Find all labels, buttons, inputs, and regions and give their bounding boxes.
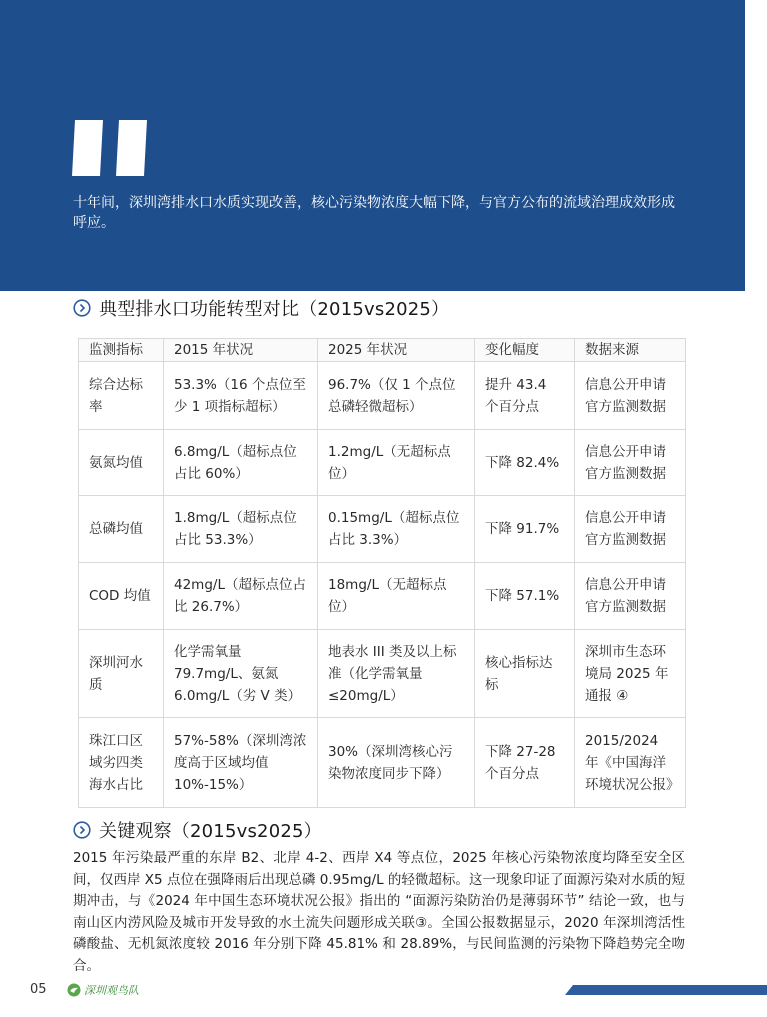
table-cell: 下降 27-28 个百分点 [475, 718, 575, 808]
observation-paragraph: 2015 年污染最严重的东岸 B2、北岸 4-2、西岸 X4 等点位，2025 年核心污染物浓度均降至安全区间，仅西岸 X5 点位在强降雨后出现总磷 0.95mg/L 的轻微超标。这一现象印证了面源污染对水质的短期冲击，与《2024 年中国生态环境状况公报》指出的 “面源污染防治仍是薄弱环节” 结论一致，也与南山区内涝风险及城市开发导致的水土流失问题形成关联③。全国公报数据显示，2020 年深圳湾活性磷酸盐、无机氮浓度较 2016 年分别下降 45.81% 和 28.89%，与民间监测的污染物下降趋势完全吻合。 [73, 850, 685, 974]
column-header: 监测指标 [79, 339, 164, 362]
table-cell: 核心指标达标 [475, 630, 575, 718]
chevron-circle-icon [73, 299, 91, 317]
section-title: 关键观察（2015vs2025） [99, 821, 322, 842]
footer-accent-bar [565, 985, 767, 995]
bird-logo-icon [67, 983, 81, 997]
chevron-circle-icon [73, 821, 91, 839]
table-cell: 信息公开申请官方监测数据 [575, 430, 686, 496]
table-cell: 下降 91.7% [475, 496, 575, 563]
table-cell: 57%-58%（深圳湾浓度高于区域均值 10%-15%） [164, 718, 318, 808]
quote-mark-icon [72, 120, 152, 176]
table-cell: COD 均值 [79, 563, 164, 630]
table-cell: 提升 43.4 个百分点 [475, 362, 575, 430]
table-cell: 0.15mg/L（超标点位占比 3.3%） [318, 496, 475, 563]
table-row [79, 496, 686, 563]
hero-banner [0, 0, 745, 291]
table-cell: 96.7%（仅 1 个点位总磷轻微超标） [318, 362, 475, 430]
table-cell: 珠江口区域劣四类海水占比 [79, 718, 164, 808]
section-heading-comparison [73, 295, 449, 321]
table-cell: 总磷均值 [79, 496, 164, 563]
table-cell: 30%（深圳湾核心污染物浓度同步下降） [318, 718, 475, 808]
table-cell: 18mg/L（无超标点位） [318, 563, 475, 630]
column-header: 变化幅度 [475, 339, 575, 362]
table-cell: 下降 82.4% [475, 430, 575, 496]
table-cell: 地表水 III 类及以上标准（化学需氧量≤20mg/L） [318, 630, 475, 718]
table-cell: 深圳市生态环境局 2025 年通报 ④ [575, 630, 686, 718]
table-cell: 信息公开申请官方监测数据 [575, 362, 686, 430]
section-title: 典型排水口功能转型对比（2015vs2025） [99, 299, 450, 320]
column-header: 数据来源 [575, 339, 686, 362]
table-row [79, 630, 686, 718]
table-cell: 信息公开申请官方监测数据 [575, 563, 686, 630]
comparison-table [78, 338, 686, 808]
table-row [79, 563, 686, 630]
table-cell: 信息公开申请官方监测数据 [575, 496, 686, 563]
table-cell: 深圳河水质 [79, 630, 164, 718]
table-header-row [79, 339, 686, 362]
page-number: 05 [30, 982, 47, 997]
table-cell: 6.8mg/L（超标点位占比 60%） [164, 430, 318, 496]
table-cell: 化学需氧量 79.7mg/L、氨氮 6.0mg/L（劣 V 类） [164, 630, 318, 718]
section-heading-observation [73, 817, 322, 843]
table-cell: 氨氮均值 [79, 430, 164, 496]
column-header: 2015 年状况 [164, 339, 318, 362]
table-row [79, 362, 686, 430]
table-cell: 2015/2024 年《中国海洋环境状况公报》 [575, 718, 686, 808]
brand-logo [67, 982, 139, 998]
table-cell: 1.2mg/L（无超标点位） [318, 430, 475, 496]
table-cell: 42mg/L（超标点位占比 26.7%） [164, 563, 318, 630]
column-header: 2025 年状况 [318, 339, 475, 362]
hero-summary: 十年间，深圳湾排水口水质实现改善，核心污染物浓度大幅下降，与官方公布的流域治理成效形成呼应。 [73, 195, 675, 231]
brand-name: 深圳观鸟队 [84, 984, 139, 997]
table-cell: 1.8mg/L（超标点位占比 53.3%） [164, 496, 318, 563]
table-cell: 下降 57.1% [475, 563, 575, 630]
table-row [79, 718, 686, 808]
table-cell: 53.3%（16 个点位至少 1 项指标超标） [164, 362, 318, 430]
table-cell: 综合达标率 [79, 362, 164, 430]
table-row [79, 430, 686, 496]
